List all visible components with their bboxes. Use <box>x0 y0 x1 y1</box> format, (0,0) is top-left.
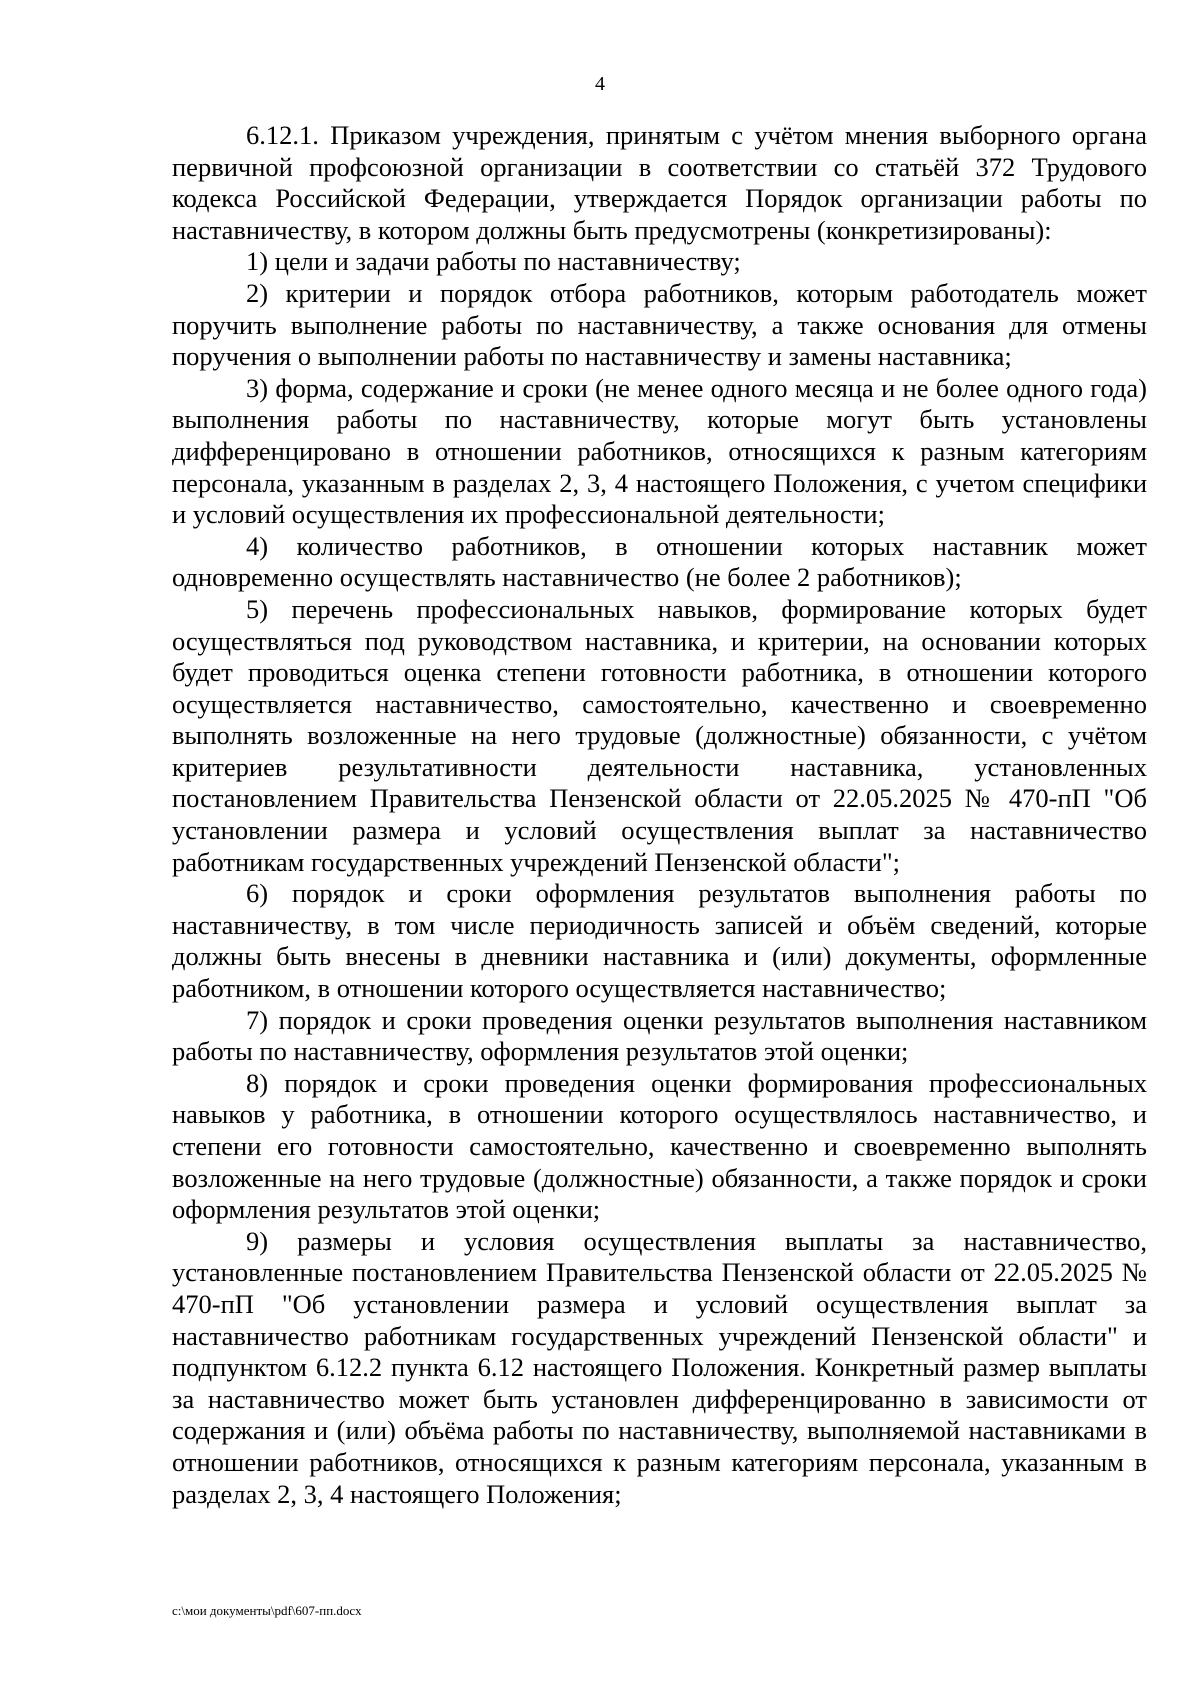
list-item-3: 3) форма, содержание и сроки (не менее одного месяца и не более одного года) выполнения работы по наставничеству, которые могут быть установлены дифференцировано в отношении работников, относящихся к разным категориям персонала, указанным в разделах 2, 3, 4 настоящего Положения, с учетом специфики и условий осуществления их профессиональной деятельности; <box>172 372 1147 530</box>
page-number: 4 <box>595 73 605 95</box>
list-item-1: 1) цели и задачи работы по наставничеству; <box>246 246 741 277</box>
list-item-9: 9) размеры и условия осуществления выплаты за наставничество, установленные постановлением Правительства Пензенской области от 22.05.2025 № 470-пП "Об установлении размера и условий осуществления выплат за наставничество работникам государственных учреждений Пензенской области" и подпунктом 6.12.2 пункта 6.12 настоящего Положения. Конкретный размер выплаты за наставничество может быть установлен дифференцированно в зависимости от содержания и (или) объёма работы по наставничеству, выполняемой наставниками в отношении работников, относящихся к разным категориям персонала, указанным в разделах 2, 3, 4 настоящего Положения; <box>172 1225 1147 1509</box>
list-item-7: 7) порядок и сроки проведения оценки результатов выполнения наставником работы по наставничеству, оформления результатов этой оценки; <box>172 1004 1147 1067</box>
list-item-2: 2) критерии и порядок отбора работников, которым работодатель может поручить выполнение работы по наставничеству, а также основания для отмены поручения о выполнении работы по наставничеству и замены наставника; <box>172 277 1147 372</box>
list-item-8: 8) порядок и сроки проведения оценки формирования профессиональных навыков у работника, в отношении которого осуществлялось наставничество, и степени его готовности самостоятельно, качественно и своевременно выполнять возложенные на него трудовые (должностные) обязанности, а также порядок и сроки оформления результатов этой оценки; <box>172 1067 1147 1225</box>
paragraph-6-12-1: 6.12.1. Приказом учреждения, принятым с учётом мнения выборного органа первичной профсоюзной организации в соответствии со статьёй 372 Трудового кодекса Российской Федерации, утверждается Порядок организации работы по наставничеству, в котором должны быть предусмотрены (конкретизированы): <box>172 120 1147 245</box>
document-body <box>172 120 1147 1510</box>
footer-file-path: c:\мои документы\pdf\607-пп.docx <box>172 1603 362 1618</box>
list-item-5: 5) перечень профессиональных навыков, формирование которых будет осуществляться под руководством наставника, и критерии, на основании которых будет проводиться оценка степени готовности работника, в отношении которого осуществляется наставничество, самостоятельно, качественно и своевременно выполнять возложенные на него трудовые (должностные) обязанности, с учётом критериев результативности деятельности наставника, установленных постановлением Правительства Пензенской области от 22.05.2025 № 470-пП "Об установлении размера и условий осуществления выплат за наставничество работникам государственных учреждений Пензенской области"; <box>172 593 1147 877</box>
list-item-4: 4) количество работников, в отношении которых наставник может одновременно осуществлять наставничество (не более 2 работников); <box>172 530 1147 593</box>
list-item-6: 6) порядок и сроки оформления результатов выполнения работы по наставничеству, в том числе периодичность записей и объём сведений, которые должны быть внесены в дневники наставника и (или) документы, оформленные работником, в отношении которого осуществляется наставничество; <box>172 878 1147 1004</box>
